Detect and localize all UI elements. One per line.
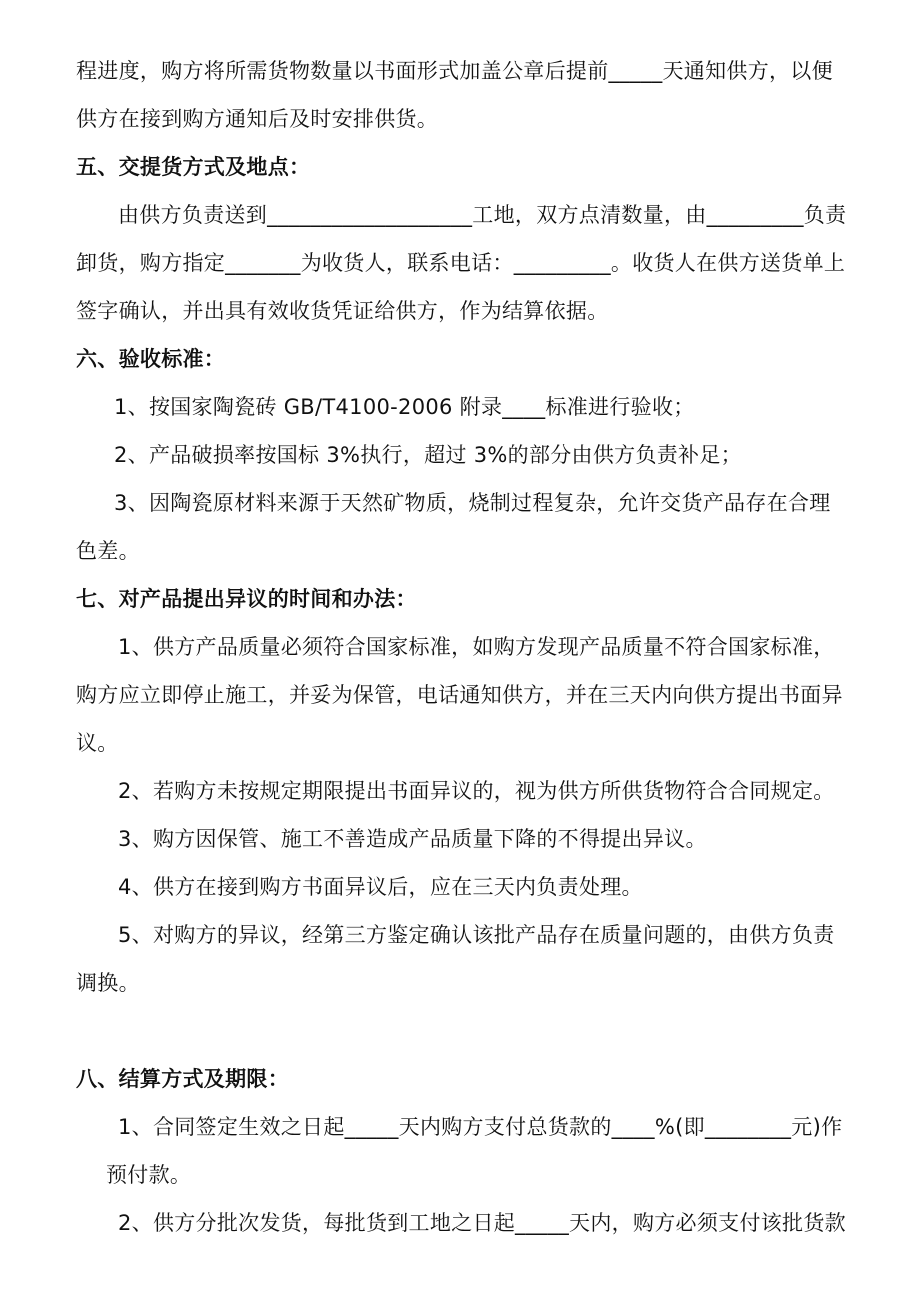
list-item: 3、因陶瓷原材料来源于天然矿物质，烧制过程复杂，允许交货产品存在合理: [114, 491, 831, 515]
list-item: 1、供方产品质量必须符合国家标准，如购方发现产品质量不符合国家标准，: [118, 635, 835, 659]
list-item: 1、按国家陶瓷砖 GB/T4100-2006 附录____标准进行验收；: [114, 395, 695, 419]
text-line: 卸货，购方指定_______为收货人，联系电话：_________。收货人在供方送货单上: [76, 251, 846, 275]
section-heading-5: 五、交提货方式及地点：: [76, 155, 311, 179]
text-line: 预付款。: [106, 1163, 192, 1187]
text-line: 供方在接到购方通知后及时安排供货。: [76, 107, 439, 131]
text-line: 程进度，购方将所需货物数量以书面形式加盖公章后提前_____天通知供方，以便: [76, 59, 833, 83]
text-line: 议。: [76, 731, 119, 755]
list-item: 3、购方因保管、施工不善造成产品质量下降的不得提出异议。: [118, 827, 707, 851]
list-item: 1、合同签定生效之日起_____天内购方支付总货款的____%(即________元)作: [118, 1115, 843, 1139]
list-item: 2、产品破损率按国标 3%执行，超过 3%的部分由供方负责补足；: [114, 443, 742, 467]
text-line: 由供方负责送到___________________工地，双方点清数量，由_________负责: [118, 203, 847, 227]
text-line: 签字确认，并出具有效收货凭证给供方，作为结算依据。: [76, 299, 609, 323]
section-heading-8: 八、结算方式及期限：: [76, 1067, 289, 1091]
section-heading-7: 七、对产品提出异议的时间和办法：: [76, 587, 417, 611]
list-item: 5、对购方的异议，经第三方鉴定确认该批产品存在质量问题的，由供方负责: [118, 923, 835, 947]
section-heading-6: 六、验收标准：: [76, 347, 226, 371]
list-item: 2、若购方未按规定期限提出书面异议的，视为供方所供货物符合合同规定。: [118, 779, 835, 803]
text-line: 调换。: [76, 971, 140, 995]
text-line: 购方应立即停止施工，并妥为保管，电话通知供方，并在三天内向供方提出书面异: [76, 683, 843, 707]
list-item: 4、供方在接到购方书面异议后，应在三天内负责处理。: [118, 875, 643, 899]
list-item: 2、供方分批次发货，每批货到工地之日起_____天内，购方必须支付该批货款: [118, 1211, 846, 1235]
text-line: 色差。: [76, 539, 140, 563]
